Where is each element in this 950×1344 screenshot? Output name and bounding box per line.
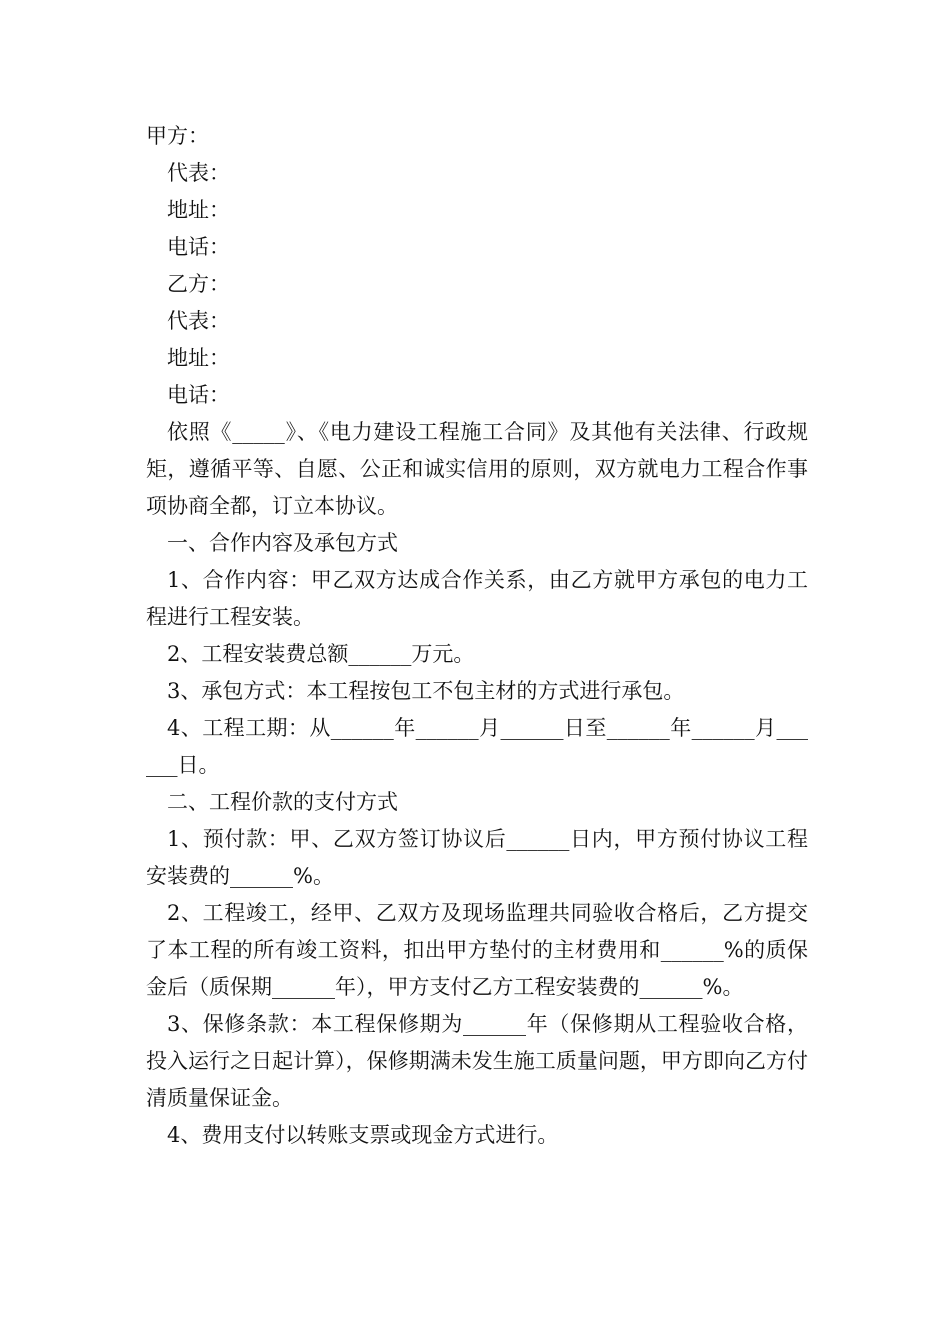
section-2-item-4: 4、费用支付以转账支票或现金方式进行。	[167, 1123, 559, 1147]
party-a-rep: 代表：	[167, 161, 230, 185]
section-2-item-3: 3、保修条款：本工程保修期为______年（保修期从工程验收合格，投入运行之日起计算），保修期满未发生施工质量问题，甲方即向乙方付清质量保证金。	[146, 1012, 808, 1110]
party-a-label: 甲方：	[146, 124, 209, 148]
party-b-rep: 代表：	[167, 309, 230, 333]
section-1-item-1: 1、合作内容：甲乙双方达成合作关系，由乙方就甲方承包的电力工程进行工程安装。	[146, 568, 808, 629]
party-a-address: 地址：	[167, 198, 230, 222]
party-b-label: 乙方：	[167, 272, 230, 296]
party-b-address: 地址：	[167, 346, 230, 370]
party-b-phone: 电话：	[167, 383, 230, 407]
section-2-title: 二、工程价款的支付方式	[167, 790, 398, 814]
section-1-title: 一、合作内容及承包方式	[167, 531, 398, 555]
party-a-phone: 电话：	[167, 235, 230, 259]
section-2-item-1: 1、预付款：甲、乙双方签订协议后______日内，甲方预付协议工程安装费的______%。	[146, 827, 808, 888]
section-1-item-2: 2、工程安装费总额______万元。	[167, 642, 475, 666]
contract-page	[146, 118, 808, 1154]
preamble-paragraph: 依照《_____》、《电力建设工程施工合同》及其他有关法律、行政规矩，遵循平等、自愿、公正和诚实信用的原则，双方就电力工程合作事项协商全都，订立本协议。	[146, 420, 808, 518]
section-1-item-4: 4、工程工期：从______年______月______日至______年______月______日。	[146, 716, 808, 777]
section-2-item-2: 2、工程竣工，经甲、乙双方及现场监理共同验收合格后，乙方提交了本工程的所有竣工资料，扣出甲方垫付的主材费用和______%的质保金后（质保期______年），甲方支付乙方工程安装费的______%。	[146, 901, 808, 999]
section-1-item-3: 3、承包方式：本工程按包工不包主材的方式进行承包。	[167, 679, 685, 703]
